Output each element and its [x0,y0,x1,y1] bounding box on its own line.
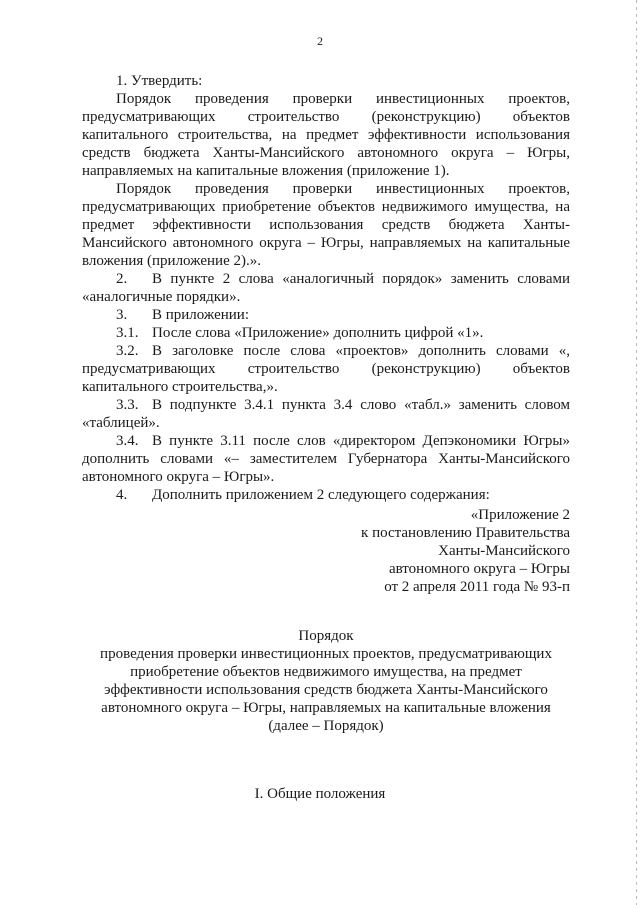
amendment-text [82,72,570,504]
paragraph-number: 3.2. [116,343,139,359]
scan-edge [636,0,637,905]
title-line: приобретение объектов недвижимого имущества, на предмет [130,664,522,680]
paragraph-text: В приложении: [152,307,249,323]
paragraph-order-2: Порядок проведения проверки инвестиционных проектов, предусматривающих приобретение объектов недвижимого имущества, на предмет эффективности использования средств бюджета Ханты-Мансийского автономного округа – Югры, направляемых на капитальные вложения (приложение 2).». [82,181,570,269]
title-line: автономного округа – Югры, направляемых на капитальные вложения [101,700,551,716]
appendix-reference [361,506,570,596]
paragraph-number: 1. [116,73,128,89]
document-title [82,627,570,735]
paragraph-3-3 [82,396,570,432]
paragraph-1 [82,72,570,90]
paragraph-text: В подпункте 3.4.1 пункта 3.4 слово «табл.» заменить словом «таблицей». [82,397,570,431]
paragraph-3-1 [82,324,570,342]
title-line: (далее – Порядок) [268,718,384,734]
paragraph-number: 3.1. [116,325,139,341]
appendix-line: от 2 апреля 2011 года № 93-п [384,579,570,595]
paragraph-text: Дополнить приложением 2 следующего содержания: [152,487,490,503]
paragraph-text: В пункте 2 слова «аналогичный порядок» заменить словами «аналогичные порядки». [82,271,570,305]
title-heading: Порядок [298,628,354,644]
paragraph-order-1: Порядок проведения проверки инвестиционных проектов, предусматривающих строительство (реконструкцию) объектов капитального строительства, на предмет эффективности использования средств бюджета Ханты-Мансийского автономного округа – Югры, направляемых на капитальные вложения (приложение 1). [82,91,570,179]
page-number: 2 [317,34,323,48]
appendix-line: «Приложение 2 [470,507,570,523]
paragraph-text: В заголовке после слова «проектов» дополнить словами «, предусматривающих строительство (реконструкцию) объектов капитального строительства,». [82,343,570,395]
appendix-line: автономного округа – Югры [388,561,570,577]
paragraph-number: 3.3. [116,397,139,413]
paragraph-3 [82,306,570,324]
paragraph-text: Утвердить: [131,73,203,89]
paragraph-3-2 [82,342,570,396]
paragraph-number: 3.4. [116,433,139,449]
paragraph-4 [82,486,570,504]
paragraph-text: В пункте 3.11 после слов «директором Депэкономики Югры» дополнить словами «– заместителем Губернатора Ханты-Мансийского автономного округа – Югры». [82,433,570,485]
title-line: проведения проверки инвестиционных проектов, предусматривающих [100,646,552,662]
paragraph-text: После слова «Приложение» дополнить цифрой «1». [152,325,484,341]
paragraph-2 [82,270,570,306]
paragraph-3-4 [82,432,570,486]
appendix-line: Ханты-Мансийского [438,543,570,559]
appendix-line: к постановлению Правительства [361,525,570,541]
title-line: эффективности использования средств бюджета Ханты-Мансийского [104,682,548,698]
paragraph-number: 3. [116,307,128,323]
paragraph-number: 2. [116,271,128,287]
paragraph-number: 4. [116,487,128,503]
section-heading: I. Общие положения [254,786,386,802]
